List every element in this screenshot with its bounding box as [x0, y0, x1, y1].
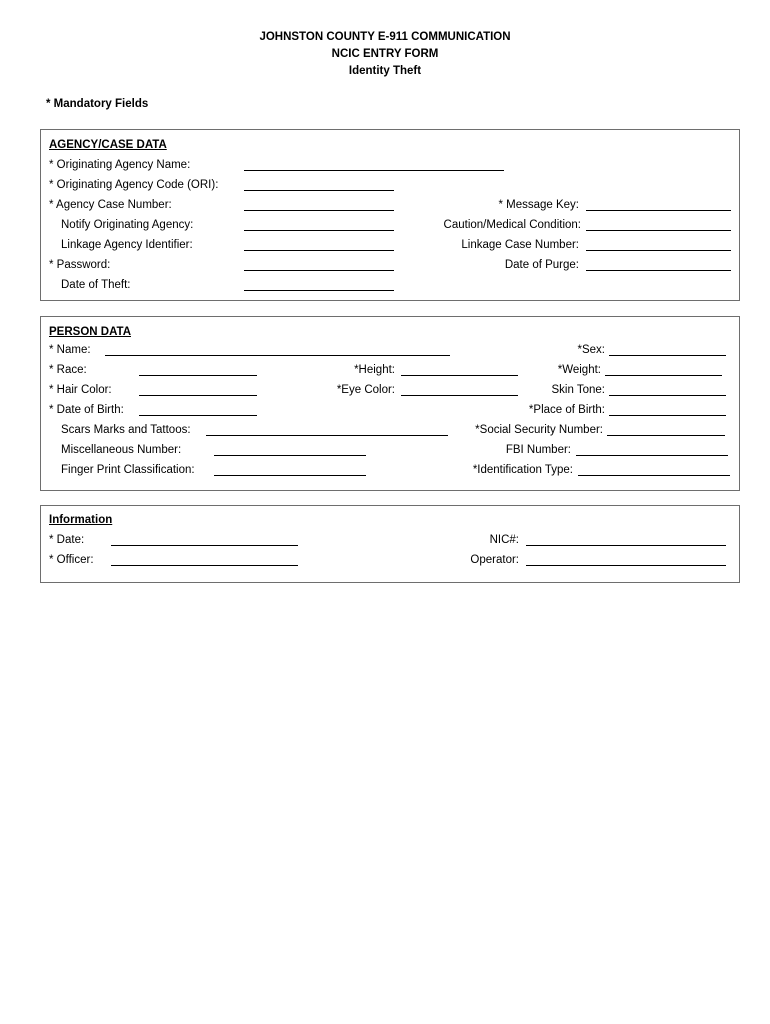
operator-field[interactable]: [526, 565, 726, 566]
agency-case-section: [40, 129, 740, 301]
password-field[interactable]: [244, 270, 394, 271]
person-data-section: [40, 316, 740, 491]
misc-number-field[interactable]: [214, 455, 366, 456]
date-of-purge-label: Date of Purge:: [504, 259, 579, 271]
ssn-field[interactable]: [607, 435, 725, 436]
height-label: *Height:: [354, 364, 395, 376]
fingerprint-label: Finger Print Classification:: [61, 464, 195, 476]
place-of-birth-label: *Place of Birth:: [528, 404, 605, 416]
fingerprint-field[interactable]: [214, 475, 366, 476]
mandatory-fields-note: * Mandatory Fields: [46, 98, 149, 110]
linkage-agency-id-field[interactable]: [244, 250, 394, 251]
information-heading: Information: [49, 514, 113, 526]
eye-color-label: *Eye Color:: [336, 384, 395, 396]
notify-orig-agency-label: Notify Originating Agency:: [61, 219, 194, 231]
form-title-line2: NCIC ENTRY FORM: [331, 48, 439, 60]
id-type-field[interactable]: [578, 475, 730, 476]
sex-field[interactable]: [609, 355, 726, 356]
orig-agency-name-field[interactable]: [244, 170, 504, 171]
date-of-theft-field[interactable]: [244, 290, 394, 291]
form-title-line1: JOHNSTON COUNTY E-911 COMMUNICATION: [259, 31, 511, 43]
operator-label: Operator:: [470, 554, 519, 566]
id-type-label: *Identification Type:: [472, 464, 573, 476]
skin-tone-field[interactable]: [609, 395, 726, 396]
weight-field[interactable]: [605, 375, 722, 376]
notify-orig-agency-field[interactable]: [244, 230, 394, 231]
date-of-birth-field[interactable]: [139, 415, 257, 416]
date-of-birth-label: * Date of Birth:: [49, 404, 124, 416]
height-field[interactable]: [401, 375, 518, 376]
nic-field[interactable]: [526, 545, 726, 546]
caution-medical-label: Caution/Medical Condition:: [443, 219, 581, 231]
orig-agency-name-label: * Originating Agency Name:: [49, 159, 191, 171]
officer-label: * Officer:: [49, 554, 94, 566]
agency-section-heading: AGENCY/CASE DATA: [49, 139, 167, 151]
message-key-label: * Message Key:: [498, 199, 579, 211]
misc-number-label: Miscellaneous Number:: [61, 444, 182, 456]
name-label: * Name:: [49, 344, 91, 356]
date-of-purge-field[interactable]: [586, 270, 731, 271]
date-field[interactable]: [111, 545, 298, 546]
password-label: * Password:: [49, 259, 111, 271]
sex-label: *Sex:: [577, 344, 605, 356]
race-field[interactable]: [139, 375, 257, 376]
officer-field[interactable]: [111, 565, 298, 566]
race-label: * Race:: [49, 364, 87, 376]
ssn-label: *Social Security Number:: [475, 424, 603, 436]
orig-agency-code-field[interactable]: [244, 190, 394, 191]
person-section-heading: PERSON DATA: [49, 326, 131, 338]
message-key-field[interactable]: [586, 210, 731, 211]
fbi-number-label: FBI Number:: [505, 444, 571, 456]
name-field[interactable]: [105, 355, 450, 356]
eye-color-field[interactable]: [401, 395, 518, 396]
orig-agency-code-label: * Originating Agency Code (ORI):: [49, 179, 219, 191]
scars-label: Scars Marks and Tattoos:: [61, 424, 191, 436]
skin-tone-label: Skin Tone:: [551, 384, 605, 396]
place-of-birth-field[interactable]: [609, 415, 726, 416]
hair-color-label: * Hair Color:: [49, 384, 112, 396]
agency-case-number-label: * Agency Case Number:: [49, 199, 172, 211]
information-section: [40, 505, 740, 583]
weight-label: *Weight:: [557, 364, 601, 376]
linkage-case-number-label: Linkage Case Number:: [461, 239, 579, 251]
linkage-agency-id-label: Linkage Agency Identifier:: [61, 239, 193, 251]
agency-case-number-field[interactable]: [244, 210, 394, 211]
form-title-line3: Identity Theft: [348, 65, 422, 77]
date-label: * Date:: [49, 534, 85, 546]
caution-medical-field[interactable]: [586, 230, 731, 231]
linkage-case-number-field[interactable]: [586, 250, 731, 251]
fbi-number-field[interactable]: [576, 455, 728, 456]
nic-label: NIC#:: [489, 534, 519, 546]
date-of-theft-label: Date of Theft:: [61, 279, 131, 291]
scars-field[interactable]: [206, 435, 448, 436]
hair-color-field[interactable]: [139, 395, 257, 396]
